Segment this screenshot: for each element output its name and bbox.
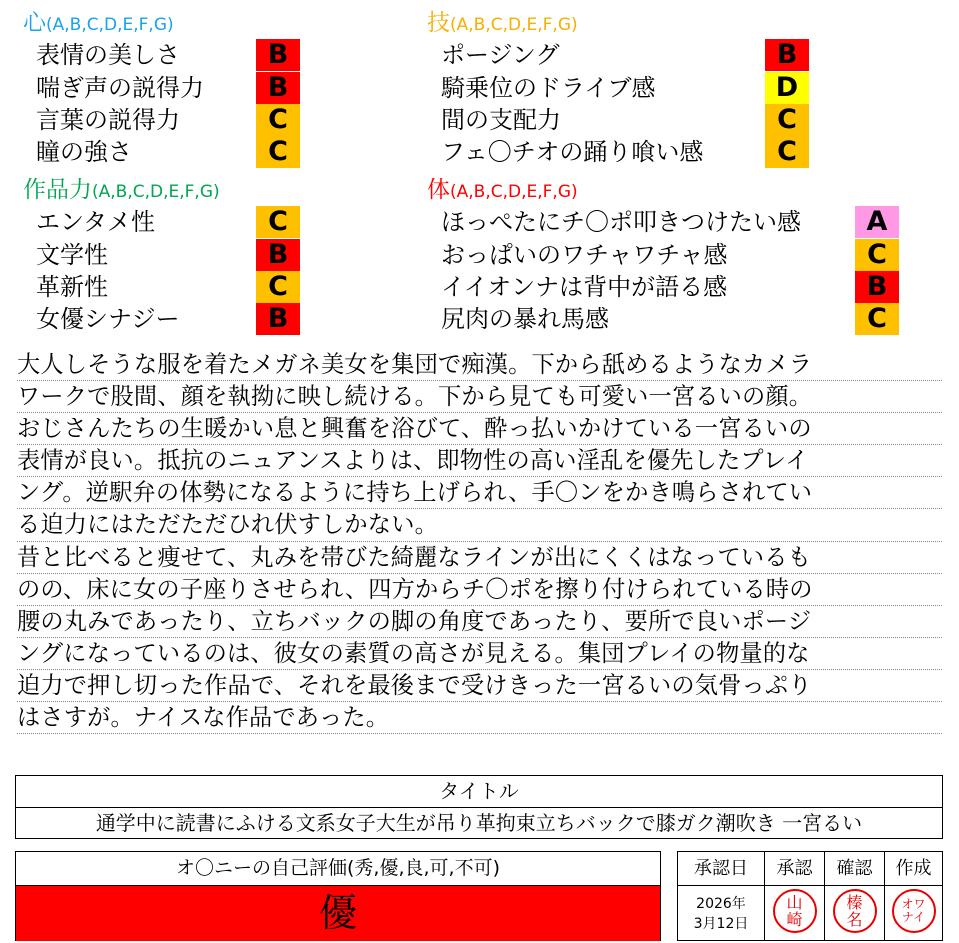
review-line: のの、床に女の子座りさせられ、四方からチ〇ポを擦り付けられている時の [17, 574, 942, 606]
work-section-heading [23, 175, 220, 205]
body-section-heading [427, 175, 578, 205]
review-line: 昔と比べると痩せて、丸みを帯びた綺麗なラインが出にくくはなっているも [17, 542, 942, 574]
grade-badge: C [256, 206, 300, 238]
review-text [17, 349, 942, 734]
grade-badge: C [256, 271, 300, 303]
criterion-label: 文学性 [36, 241, 108, 269]
work-section-title: 作品力 [23, 177, 92, 203]
self-evaluation-value: 優 [16, 886, 660, 941]
author-seal-text: オワナイ [901, 897, 926, 924]
author-header: 作成 [885, 852, 942, 886]
confirm-seal-text: 榛名 [846, 893, 863, 929]
criterion-label: ポージング [441, 41, 560, 69]
title-value: 通学中に読書にふける文系女子大生が吊り革拘束立ちバックで膝ガク潮吹き 一宮るい [95, 811, 863, 835]
approval-date-year: 2026年 [696, 896, 746, 912]
criterion-label: 女優シナジー [36, 305, 180, 333]
grade-badge: C [855, 239, 899, 271]
criterion-label: 騎乗位のドライブ感 [441, 74, 656, 102]
work-section-scale: (A,B,C,D,E,F,G) [92, 182, 220, 202]
self-evaluation-header: オ〇ニーの自己評価(秀,優,良,可,不可) [16, 852, 660, 886]
review-line: おじさんたちの生暖かい息と興奮を浴びて、酔っ払いかけている一宮るいの [17, 413, 942, 445]
body-section-title: 体 [427, 177, 450, 203]
grade-badge: B [765, 39, 809, 71]
grade-badge: C [765, 104, 809, 136]
title-header: タイトル [16, 776, 942, 808]
approval-stamp-box [677, 851, 943, 941]
heart-section-heading [23, 8, 174, 38]
grade-badge: D [765, 72, 809, 104]
review-line: 大人しそうな服を着たメガネ美女を集団で痴漢。下から舐めるようなカメラ [17, 349, 942, 381]
grade-badge: B [256, 39, 300, 71]
grade-badge: A [855, 206, 899, 238]
approval-date-day: 3月12日 [693, 916, 749, 932]
criterion-label: 革新性 [36, 273, 108, 301]
body-section-scale: (A,B,C,D,E,F,G) [450, 182, 578, 202]
review-line: ングになっているのは、彼女の素質の高さが見える。集団プレイの物量的な [17, 638, 942, 670]
review-line: はさすが。ナイスな作品であった。 [17, 702, 942, 734]
confirm-header: 確認 [825, 852, 884, 886]
review-line: る迫力にはただただひれ伏すしかない。 [17, 509, 942, 541]
criterion-label: ほっぺたにチ〇ポ叩きつけたい感 [441, 208, 801, 236]
grade-badge: B [256, 72, 300, 104]
heart-section-scale: (A,B,C,D,E,F,G) [46, 15, 174, 35]
criterion-label: 間の支配力 [441, 106, 561, 134]
approve-seal-text: 山崎 [786, 893, 803, 929]
approve-seal [773, 889, 817, 933]
review-line: ング。逆駅弁の体勢になるように持ち上げられ、手〇ンをかき鳴らされてい [17, 477, 942, 509]
approval-date [678, 886, 764, 934]
confirm-column [825, 852, 885, 940]
criterion-label: おっぱいのワチャワチャ感 [441, 241, 728, 269]
criterion-label: 表情の美しさ [36, 41, 180, 69]
review-line: ワークで股間、顔を執拗に映し続ける。下から見ても可愛い一宮るいの顔。 [17, 381, 942, 413]
criterion-label: 喘ぎ声の説得力 [36, 74, 204, 102]
heart-section-title: 心 [23, 10, 46, 36]
review-line: 迫力で押し切った作品で、それを最後まで受けきった一宮るいの気骨っぷり [17, 670, 942, 702]
review-line: 表情が良い。抵抗のニュアンスよりは、即物性の高い淫乱を優先したプレイ [17, 445, 942, 477]
self-evaluation-box [15, 851, 661, 941]
approve-column [765, 852, 825, 940]
criterion-label: エンタメ性 [36, 208, 156, 236]
grade-badge: B [855, 271, 899, 303]
review-line: 腰の丸みであったり、立ちバックの脚の角度であったり、要所で良いポージ [17, 606, 942, 638]
criterion-label: フェ〇チオの踊り喰い感 [441, 138, 704, 166]
grade-badge: C [256, 136, 300, 168]
skill-section-heading [427, 8, 578, 38]
author-column [885, 852, 942, 940]
grade-badge: C [765, 136, 809, 168]
approval-date-header: 承認日 [678, 852, 764, 886]
grade-badge: C [855, 303, 899, 335]
grade-badge: B [256, 239, 300, 271]
author-seal [892, 889, 936, 933]
skill-section-title: 技 [427, 10, 450, 36]
grade-badge: C [256, 104, 300, 136]
criterion-label: 尻肉の暴れ馬感 [441, 305, 609, 333]
criterion-label: イイオンナは背中が語る感 [441, 273, 728, 301]
criterion-label: 言葉の説得力 [36, 106, 180, 134]
criterion-label: 瞳の強さ [36, 138, 132, 166]
title-box [15, 775, 943, 839]
approve-header: 承認 [765, 852, 824, 886]
approval-date-column [678, 852, 765, 940]
confirm-seal [833, 889, 877, 933]
skill-section-scale: (A,B,C,D,E,F,G) [450, 15, 578, 35]
grade-badge: B [256, 303, 300, 335]
